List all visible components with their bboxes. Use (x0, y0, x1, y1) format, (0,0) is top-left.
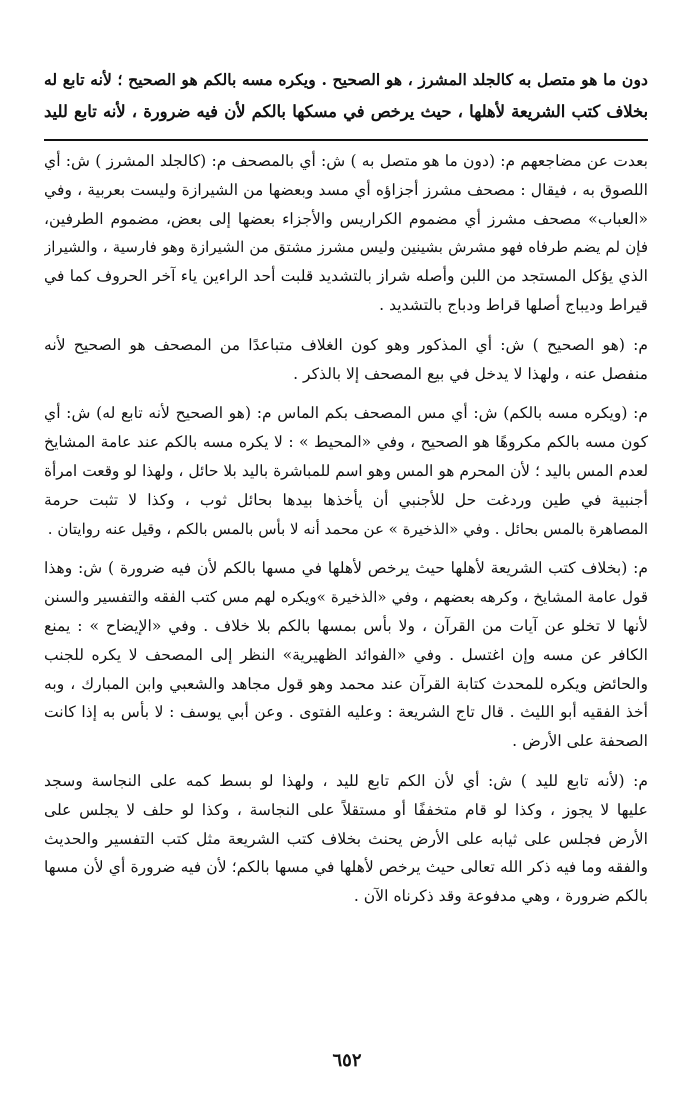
text-line: م: (بخلاف كتب الشريعة لأهلها حيث يرخص لأهلها في مسها بالكم لأن فيه ضرورة ) ش: وهذا (44, 559, 648, 578)
text-line: عليها لا يجوز ، وكذا لو قام متخففًا أو مستقلاً على النجاسة ، وكذا لو حلف لا يجلس على (44, 800, 648, 819)
commentary-paragraph-1 (44, 147, 648, 320)
text-line: الذي يؤكل المستجد من اللبن وأصله شراز بالتشديد قلبت أحد الراءين ياء آخر الحروف كما في (44, 267, 648, 286)
text-line: قول عامة المشايخ ، وكرهه بعضهم ، وفي «الذخيرة »ويكره لهم مس كتب الفقه والتفسير والسنن (44, 588, 648, 607)
commentary-paragraph-2 (44, 331, 648, 389)
commentary-text (44, 147, 648, 911)
text-line: أخذ الفقيه أبو الليث . قال تاج الشريعة : وعليه الفتوى . وعن أبي يوسف : لا بأس به إذا كانت (44, 703, 648, 722)
text-line: م: (ويكره مسه بالكم) ش: أي مس المصحف بكم الماس م: (هو الصحيح لأنه تابع له) ش: أي (44, 404, 648, 423)
text-line: قيراط وديباج أصلها قراط ودباج بالتشديد . (379, 295, 648, 314)
text-line: الصحفة على الأرض . (512, 732, 648, 751)
text-line: الكافر عن مسه وإن اغتسل . وفي «الفوائد الظهيرية» النظر إلى المصحف لا يكره للجنب (44, 645, 648, 664)
page-body (44, 64, 648, 1064)
text-line: والفقه وما فيه ذكر الله تعالى حيث يرخص لأهلها في مسها بالكم؛ لأن فيه ضرورة أي لأن مسها (44, 858, 648, 877)
commentary-paragraph-4 (44, 554, 648, 756)
text-line: الأرض فجلس على ثيابه على الأرض يحنث بخلاف كتب الشريعة مثل كتب التفسير والحديث (44, 829, 648, 848)
text-line: بعدت عن مضاجعهم م: (دون ما هو متصل به ) ش: أي بالمصحف م: (كالجلد المشرز ) ش: أي (44, 152, 648, 170)
text-line: م: (هو الصحيح ) ش: أي المذكور وهو كون الغلاف متباعدًا من المصحف هو الصحيح لأنه (44, 335, 648, 354)
text-line: المصاهرة بالمس بحائل . وفي «الذخيرة » عن محمد أنه لا بأس بالمس بالكم ، وقيل عنه روايتان . (47, 519, 648, 538)
matn-text (44, 64, 648, 128)
commentary-paragraph-5 (44, 767, 648, 911)
matn-line: بخلاف كتب الشريعة لأهلها ، حيث يرخص في مسكها بالكم لأن فيه ضرورة ، لأنه تابع لليد (44, 102, 648, 121)
text-line: كون مسه بالكم مكروهًا هو الصحيح ، وفي «المحيط » : لا يكره مسه بالكم عند عامة المشايخ (44, 433, 648, 452)
text-line: لعدم المس باليد ؛ لأن المحرم هو المس وهو اسم للمباشرة باليد بلا حائل ، ولهذا لو وقعت امرأة (44, 461, 648, 480)
section-divider (44, 139, 648, 141)
text-line: بالكم ضرورة ، وهي مدفوعة وقد ذكرناه الآن . (353, 887, 648, 906)
text-line: م: (لأنه تابع لليد ) ش: أي لأن الكم تابع لليد ، ولهذا لو بسط كمه على النجاسة وسجد (44, 771, 648, 790)
text-line: «العباب» مصحف مشرز أي مضموم الكراريس والأجزاء بعضها إلى بعض، مضموم الطرفين، (44, 209, 648, 228)
text-line: لأنها لا تخلو عن آيات من القرآن ، ولا بأس بمسها بالكم بلا خلاف . وفي «الإيضاح » : يمنع (44, 616, 648, 635)
matn-line: دون ما هو متصل به كالجلد المشرز ، هو الصحيح . ويكره مسه بالكم هو الصحيح ؛ لأنه تابع له (44, 70, 648, 89)
text-line: فإن لم يضم طرفاه فهو مشرش بشينين وليس مشرز مشتق من الشيرازة وهو فارسية ، والشيراز (44, 238, 648, 257)
text-line: منفصل عنه ، ولهذا لا يدخل في بيع المصحف إلا بالذكر . (293, 364, 648, 383)
commentary-paragraph-3 (44, 399, 648, 543)
text-line: والحائض ويكره للمحدث كتابة القرآن عند محمد وهو قول مجاهد والشعبي وابن المبارك ، وبه (44, 674, 648, 693)
text-line: أجنبية في طين وردغت حل للأجنبي أن يأخذها بيدها بحائل ثوب ، وكذا لا تثبت حرمة (44, 490, 648, 509)
page-number: ٦٥٢ (332, 1050, 362, 1071)
text-line: اللصوق به ، فيقال : مصحف مشرز أجزاؤه أي مسد وبعضها من الشيرازة وليست بعربية ، وفي (44, 180, 648, 199)
